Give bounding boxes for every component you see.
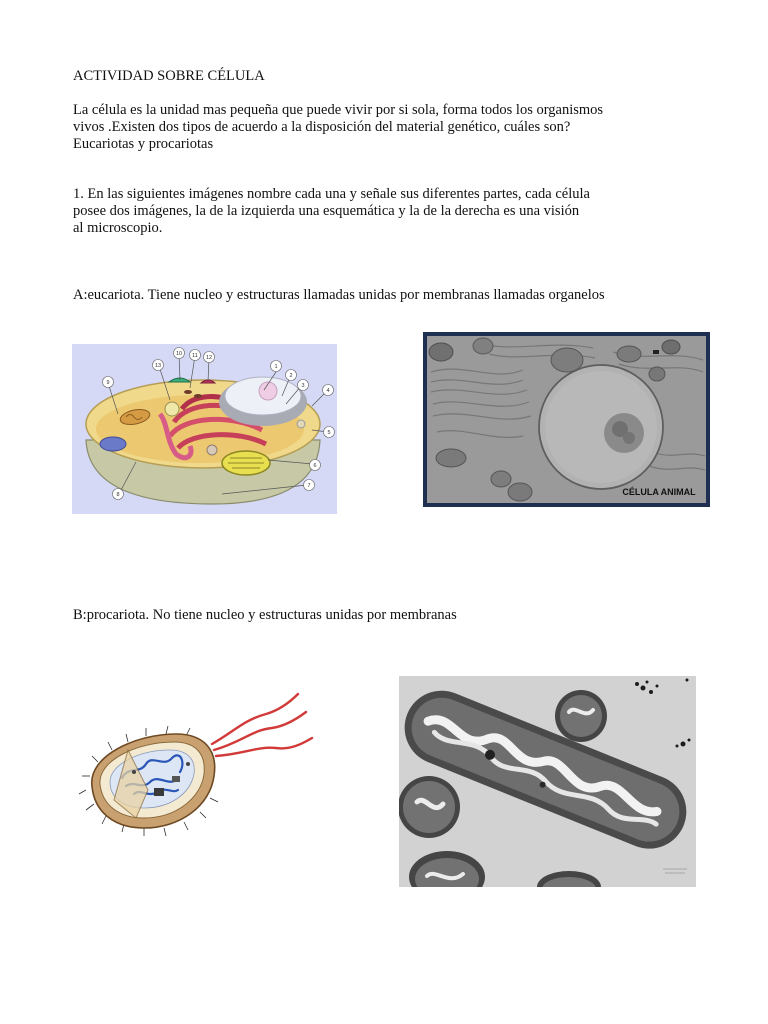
diagram-label-10: 10 — [175, 351, 183, 357]
diagram-label-13: 13 — [154, 363, 162, 369]
document-title: ACTIVIDAD SOBRE CÉLULA — [73, 68, 265, 84]
prokaryote-micrograph-image — [399, 676, 696, 887]
micrograph-caption: CÉLULA ANIMAL — [622, 487, 696, 497]
eukaryote-micrograph-image — [423, 332, 710, 507]
section-b-heading: B:procariota. No tiene nucleo y estructuras unidas por membranas — [73, 607, 457, 623]
diagram-label-6: 6 — [313, 463, 317, 469]
diagram-label-8: 8 — [116, 492, 120, 498]
eukaryote-diagram-image — [72, 344, 337, 514]
diagram-label-1: 1 — [274, 364, 278, 370]
diagram-label-2: 2 — [289, 373, 293, 379]
diagram-label-12: 12 — [205, 355, 213, 361]
diagram-label-7: 7 — [307, 483, 311, 489]
instruction-line: al microscopio. — [73, 220, 163, 236]
intro-line: La célula es la unidad mas pequeña que puede vivir por si sola, forma todos los organismos — [73, 102, 604, 118]
section-a-heading: A:eucariota. Tiene nucleo y estructuras llamadas unidas por membranas llamadas organelos — [73, 287, 605, 303]
diagram-label-11: 11 — [192, 353, 198, 359]
intro-line: vivos .Existen dos tipos de acuerdo a la disposición del material genético, cuáles son? — [73, 119, 571, 135]
diagram-label-3: 3 — [301, 383, 305, 389]
prokaryote-diagram-image — [76, 690, 316, 840]
instruction-line: posee dos imágenes, la de la izquierda una esquemática y la de la derecha es una visión — [73, 203, 580, 219]
diagram-label-9: 9 — [106, 380, 110, 386]
diagram-label-4: 4 — [326, 388, 330, 394]
intro-line: Eucariotas y procariotas — [73, 136, 214, 152]
diagram-label-5: 5 — [327, 430, 331, 436]
instruction-line: 1. En las siguientes imágenes nombre cada una y señale sus diferentes partes, cada célula — [73, 186, 590, 202]
